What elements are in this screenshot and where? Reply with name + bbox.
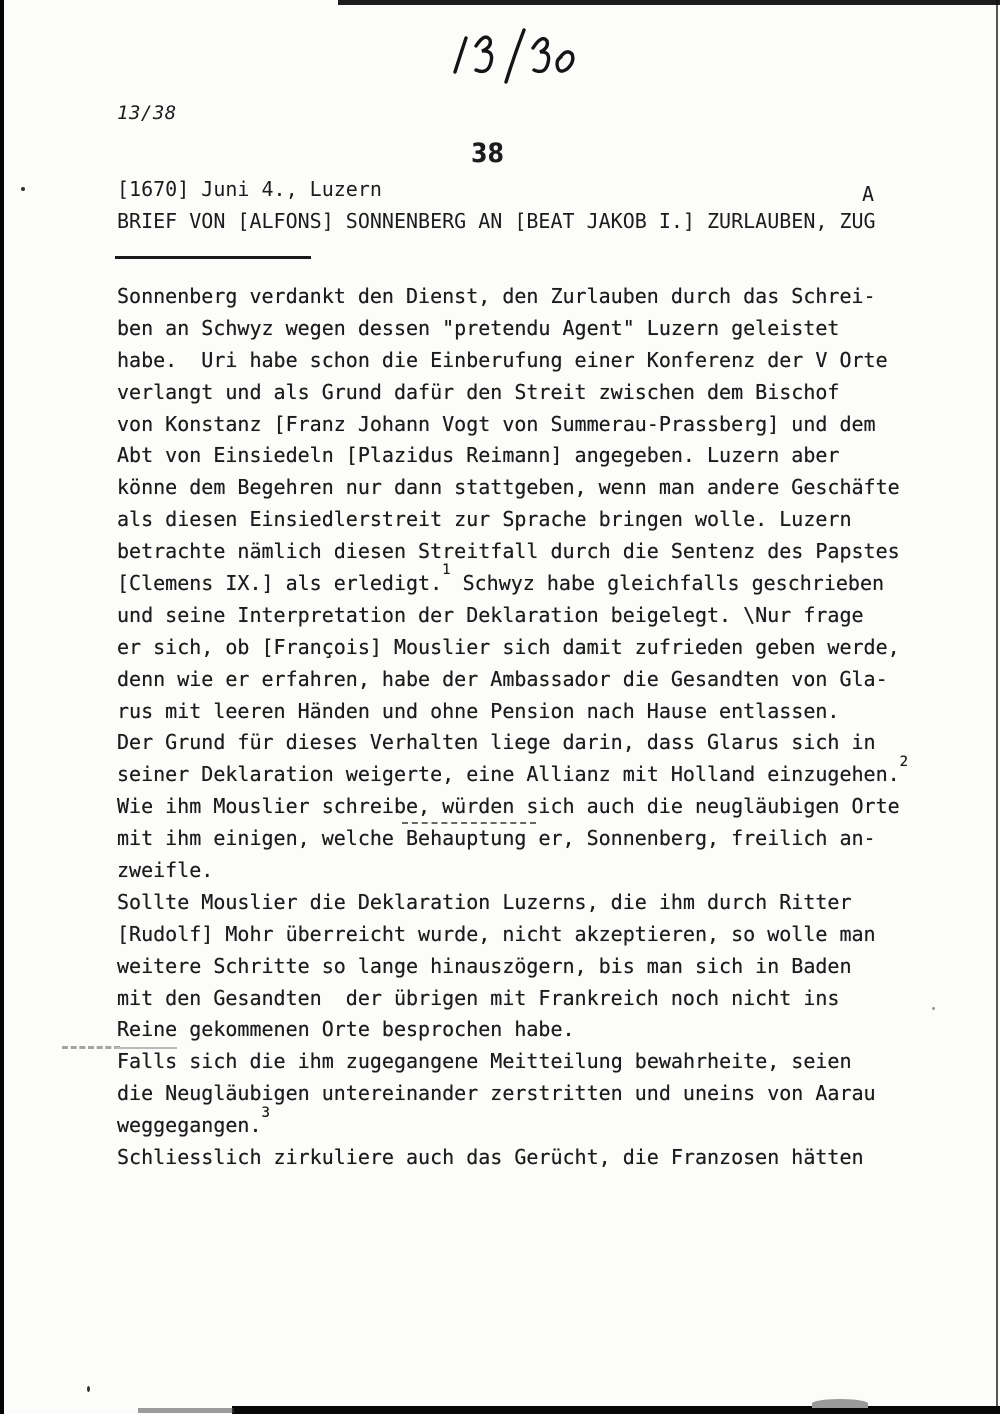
body-line: Abt von Einsiedeln [Plazidus Reimann] angegeben. Luzern aber [117, 443, 840, 468]
footnote-marker-1: 1 [442, 562, 451, 579]
corner-letter-a: A [862, 182, 875, 206]
title-underline-rule [115, 256, 311, 259]
body-line-with-footnote-1 [117, 562, 927, 600]
body-line-with-faint-overline [117, 1046, 927, 1078]
handwritten-stroke-3b [533, 39, 549, 72]
body-line: zweifle. [117, 858, 214, 883]
scan-speck [21, 187, 25, 191]
body-line-with-overline [117, 823, 927, 855]
scan-edge-top [338, 0, 1000, 5]
body-line-text: sich die ihm zugegangene Meitteilung bewahrheite, seien [177, 1049, 852, 1074]
body-line: [Rudolf] Mohr überreicht wurde, nicht akzeptieren, so wolle man [117, 921, 876, 946]
handwritten-stroke-1 [455, 38, 466, 72]
scan-edge-bottom-faint [138, 1408, 234, 1413]
archive-reference: 13/38 [117, 102, 177, 124]
body-line-text: weggegangen. [117, 1113, 262, 1138]
body-line: er sich, ob [François] Mouslier sich damit zufrieden geben werde, [117, 634, 900, 659]
body-line: Sollte Mouslier die Deklaration Luzerns, die ihm durch Ritter [117, 889, 852, 914]
body-line: Der Grund für dieses Verhalten liege darin, dass Glarus sich in [117, 730, 876, 755]
footnote-marker-2: 2 [899, 753, 909, 770]
body-line-text: seiner Deklaration weigerte, eine Allianz mit Holland einzugehen. [117, 762, 900, 787]
body-line: betrachte nämlich diesen Streitfall durch die Sentenz des Papstes [117, 539, 900, 564]
body-line: denn wie er erfahren, habe der Ambassador die Gesandten von Gla- [117, 666, 888, 691]
body-line-with-footnote-3 [117, 1104, 927, 1142]
body-line-text: mit ihm einigen, welche [117, 826, 406, 851]
body-line: Schliesslich zirkuliere auch das Gerücht, die Franzosen hätten [117, 1145, 864, 1170]
handwritten-stroke-3 [476, 37, 492, 71]
body-line: als diesen Einsiedlerstreit zur Sprache bringen wolle. Luzern [117, 507, 852, 532]
scan-speck [932, 1007, 935, 1010]
body-line: mit den Gesandten der übrigen mit Frankreich noch nicht ins [117, 985, 840, 1010]
body-line: weitere Schritte so lange hinauszögern, bis man sich in Baden [117, 953, 852, 978]
handwritten-annotation-13-30 [446, 24, 580, 90]
scan-edge-bottom-bump [812, 1399, 868, 1408]
body-line-text: [Clemens IX.] als erledigt. [117, 571, 443, 596]
page-number: 38 [471, 138, 505, 169]
handwritten-stroke-0 [557, 52, 573, 71]
document-title: BRIEF VON [ALFONS] SONNENBERG AN [BEAT JAKOB I.] ZURLAUBEN, ZUG [117, 209, 876, 233]
scan-speck [87, 1386, 90, 1392]
body-line: verlangt und als Grund dafür den Streit zwischen dem Bischof [117, 379, 840, 404]
body-line: habe. Uri habe schon die Einberufung einer Konferenz der V Orte [117, 347, 888, 372]
body-line: von Konstanz [Franz Johann Vogt von Summerau-Prassberg] und dem [117, 411, 876, 436]
overlined-word-falls: Falls [117, 1049, 178, 1074]
body-line-with-footnote-2 [117, 753, 927, 791]
body-line: rus mit leeren Händen und ohne Pension nach Hause entlassen. [117, 698, 840, 723]
footnote-marker-3: 3 [261, 1104, 270, 1121]
margin-pencil-dash [62, 1046, 120, 1049]
scan-edge-left [0, 0, 4, 1414]
body-line: und seine Interpretation der Deklaration beigelegt. \Nur frage [117, 602, 864, 627]
body-line-text: Schwyz habe gleichfalls geschrieben [450, 571, 885, 596]
document-date-line: [1670] Juni 4., Luzern [117, 177, 382, 201]
letter-body [117, 281, 927, 1174]
handwritten-stroke-slash [506, 30, 524, 82]
body-line: Wie ihm Mouslier schreibe, würden sich auch die neugläubigen Orte [117, 794, 900, 819]
body-line: die Neugläubigen untereinander zerstritten und uneins von Aarau [117, 1081, 876, 1106]
scan-edge-bottom [232, 1406, 1000, 1414]
overlined-word-behauptung: Behauptung [405, 826, 539, 851]
body-line: Sonnenberg verdankt den Dienst, den Zurlauben durch das Schrei- [117, 284, 876, 308]
body-line-text: er, Sonnenberg, freilich an- [538, 826, 876, 851]
scan-edge-right [996, 0, 998, 1414]
body-line: ben an Schwyz wegen dessen "pretendu Agent" Luzern geleistet [117, 315, 840, 340]
body-line: Reine gekommenen Orte besprochen habe. [117, 1017, 575, 1042]
body-line: könne dem Begehren nur dann stattgeben, wenn man andere Geschäfte [117, 475, 900, 500]
